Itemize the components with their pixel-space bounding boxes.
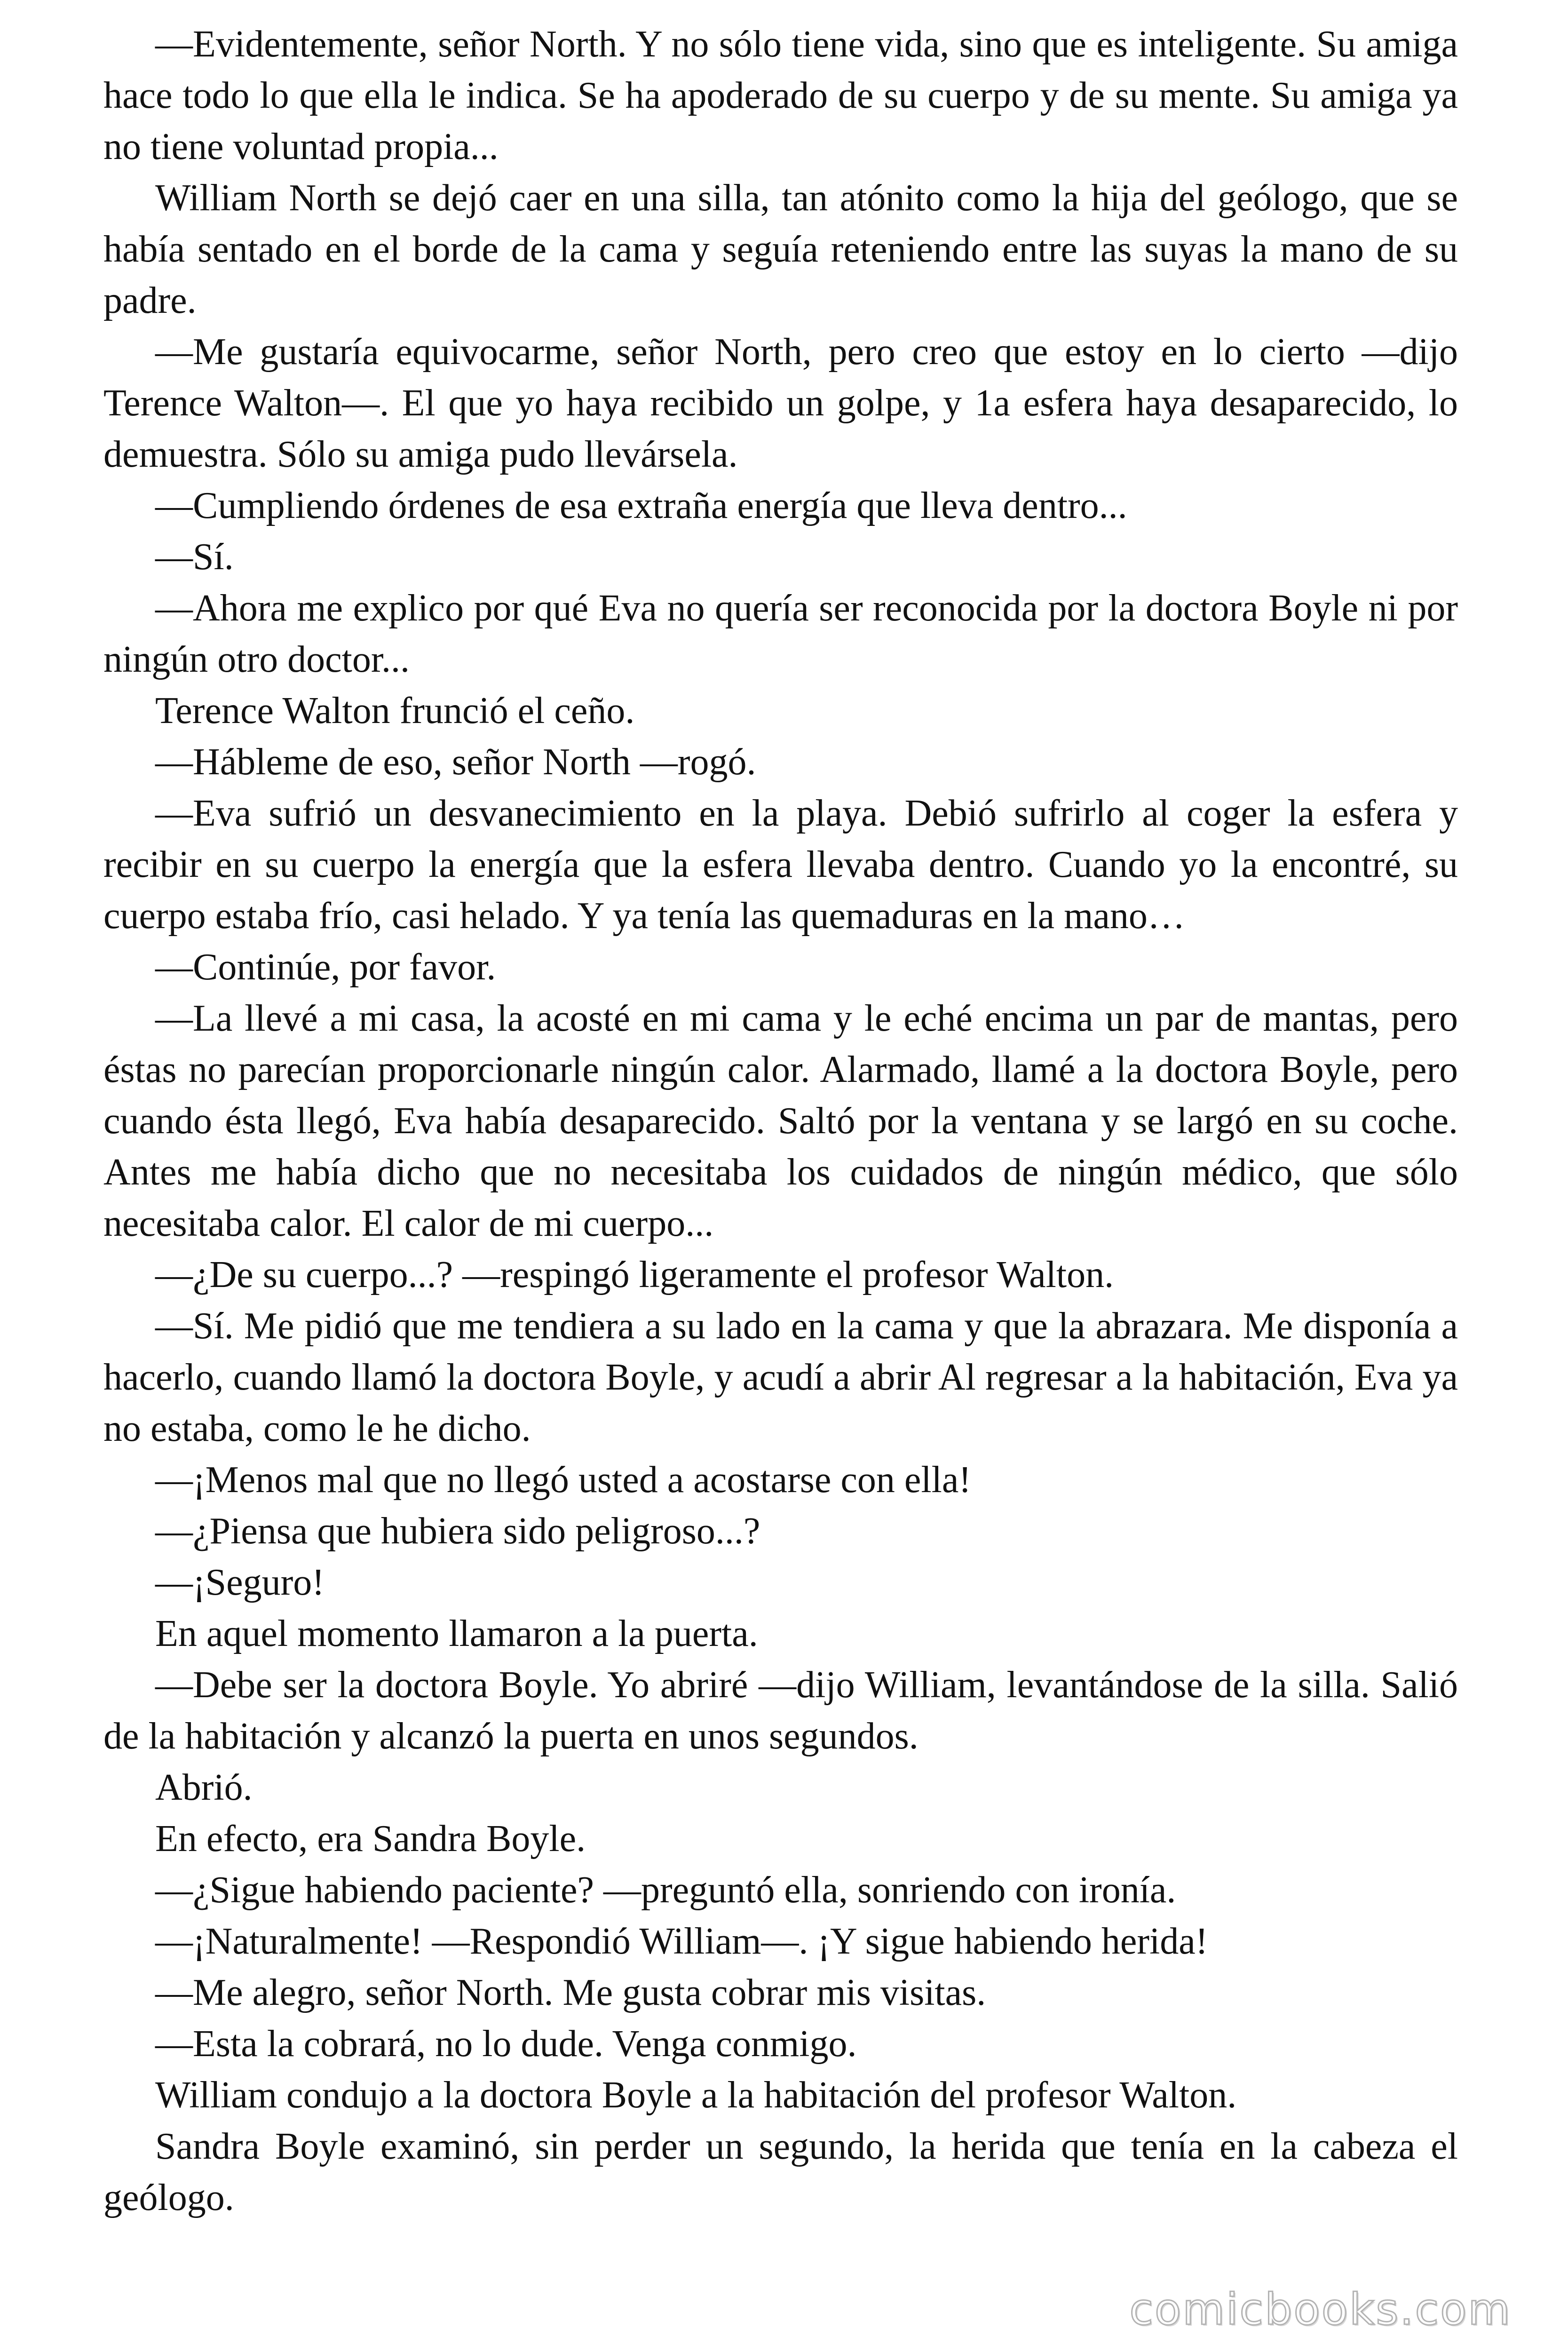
paragraph: —¡Naturalmente! —Respondió William—. ¡Y sigue habiendo herida! <box>155 1921 1208 1962</box>
paragraph: —¡Seguro! <box>155 1562 325 1603</box>
paragraph: —Cumpliendo órdenes de esa extraña energía que lleva dentro... <box>155 485 1127 526</box>
paragraph: —Debe ser la doctora Boyle. Yo abriré —dijo William, levantándose de la silla. Salió de la habitación y alcanzó la puerta en unos segundos. <box>103 1664 1458 1757</box>
paragraph: —Esta la cobrará, no lo dude. Venga conmigo. <box>155 2023 857 2065</box>
paragraph: Sandra Boyle examinó, sin perder un segundo, la herida que tenía en la cabeza el geólogo. <box>103 2126 1458 2218</box>
paragraph: —La llevé a mi casa, la acosté en mi cama y le eché encima un par de mantas, pero éstas no parecían proporcionarle ningún calor. Alarmado, llamé a la doctora Boyle, pero cuando ésta llegó, Eva había desaparecido. Saltó por la ventana y se largó en su coche. Antes me había dicho que no necesitaba los cuidados de ningún médico, que sólo necesitaba calor. El calor de mi cuerpo... <box>103 998 1458 1244</box>
paragraph: —Me gustaría equivocarme, señor North, pero creo que estoy en lo cierto —dijo Terence Walton—. El que yo haya recibido un golpe, y 1a esfera haya desaparecido, lo demuestra. Sólo su amiga pudo llevársela. <box>103 331 1458 475</box>
paragraph: Terence Walton frunció el ceño. <box>155 690 635 731</box>
paragraph: —Continúe, por favor. <box>155 946 496 988</box>
paragraph: —Hábleme de eso, señor North —rogó. <box>155 741 756 783</box>
paragraph: En efecto, era Sandra Boyle. <box>155 1818 586 1859</box>
paragraph: William North se dejó caer en una silla, tan atónito como la hija del geólogo, que se había sentado en el borde de la cama y seguía reteniendo entre las suyas la mano de su padre. <box>103 177 1458 321</box>
paragraph: En aquel momento llamaron a la puerta. <box>155 1613 758 1654</box>
paragraph: —Ahora me explico por qué Eva no quería ser reconocida por la doctora Boyle ni por ningún otro doctor... <box>103 588 1458 680</box>
paragraph: —Sí. Me pidió que me tendiera a su lado en la cama y que la abrazara. Me disponía a hacerlo, cuando llamó la doctora Boyle, y acudí a abrir Al regresar a la habitación, Eva ya no estaba, como le he dicho. <box>103 1305 1458 1449</box>
paragraph: —¿De su cuerpo...? —respingó ligeramente el profesor Walton. <box>155 1254 1114 1295</box>
paragraph: —¡Menos mal que no llegó usted a acostarse con ella! <box>155 1459 971 1501</box>
paragraph: —Eva sufrió un desvanecimiento en la playa. Debió sufrirlo al coger la esfera y recibir en su cuerpo la energía que la esfera llevaba dentro. Cuando yo la encontré, su cuerpo estaba frío, casi helado. Y ya tenía las quemaduras en la mano… <box>103 793 1458 937</box>
page-text <box>103 19 1458 2224</box>
paragraph: Abrió. <box>155 1767 253 1808</box>
paragraph: William condujo a la doctora Boyle a la habitación del profesor Walton. <box>155 2074 1237 2116</box>
watermark: comicbooks.com <box>1129 2284 1512 2335</box>
paragraph: —¿Piensa que hubiera sido peligroso...? <box>155 1510 760 1552</box>
paragraph: —¿Sigue habiendo paciente? —preguntó ella, sonriendo con ironía. <box>155 1869 1176 1911</box>
paragraph: —Me alegro, señor North. Me gusta cobrar mis visitas. <box>155 1972 986 2013</box>
paragraph: —Sí. <box>155 536 234 578</box>
paragraph: —Evidentemente, señor North. Y no sólo tiene vida, sino que es inteligente. Su amiga hace todo lo que ella le indica. Se ha apoderado de su cuerpo y de su mente. Su amiga ya no tiene voluntad propia... <box>103 24 1458 167</box>
